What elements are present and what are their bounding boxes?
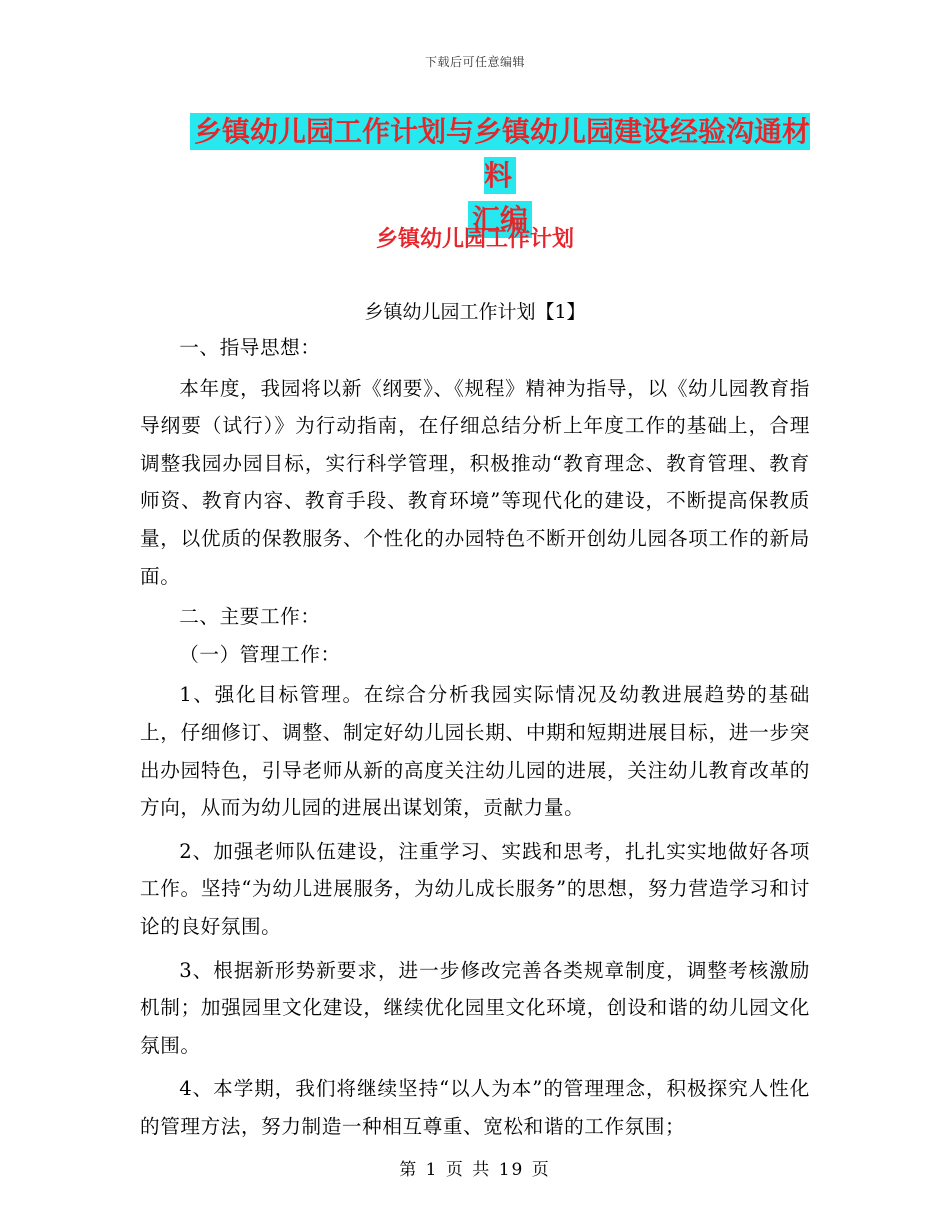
section-title: 乡镇幼儿园工作计划 [375,227,574,252]
paragraph-item-4: 4、本学期，我们将继续坚持“以人为本”的管理理念，积极探究人性化的管理方法，努力制造一种相互尊重、宽松和谐的工作氛围； [140,1077,810,1138]
header-note: 下载后可任意编辑 [424,55,525,69]
sub-title: 乡镇幼儿园工作计划【1】 [364,301,586,323]
paragraph-guiding-text: 本年度，我园将以新《纲要》、《规程》精神为指导，以《幼儿园教育指导纲要（试行）》为行动指南，在仔细总结分析上年度工作的基础上，合理调整我园办园目标，实行科学管理，积极推动“教育理念、教育管理、教育师资、教育内容、教育手段、教育环境”等现代化的建设，不断提高保教质量，以优质的保教服务、个性化的办园特色不断开创幼儿园各项工作的新局面。 [140,376,810,588]
paragraph-item-3: 3、根据新形势新要求，进一步修改完善各类规章制度，调整考核激励机制；加强园里文化建设，继续优化园里文化环境，创设和谐的幼儿园文化氛围。 [140,958,810,1057]
paragraph-management-heading: （一）管理工作： [179,642,341,666]
main-title-line-1: 乡镇幼儿园工作计划与乡镇幼儿园建设经验沟通材料 [190,113,810,194]
page-footer: 第 1 页 共 19 页 [399,1160,551,1180]
document-body [140,329,810,1145]
paragraph-item-2: 2、加强老师队伍建设，注重学习、实践和思考，扎扎实实地做好各项工作。坚持“为幼儿进展服务，为幼儿成长服务”的思想，努力营造学习和讨论的良好氛围。 [140,839,810,938]
paragraph-main-work-heading: 二、主要工作： [179,605,321,629]
paragraph-item-1: 1、强化目标管理。在综合分析我园实际情况及幼教进展趋势的基础上，仔细修订、调整、制定好幼儿园长期、中期和短期进展目标，进一步突出办园特色，引导老师从新的高度关注幼儿园的进展，关注幼儿教育改革的方向，从而为幼儿园的进展出谋划策，贡献力量。 [140,683,810,820]
paragraph-guiding-heading: 一、指导思想： [179,336,321,359]
main-title-line-2: 汇编 [468,201,532,238]
